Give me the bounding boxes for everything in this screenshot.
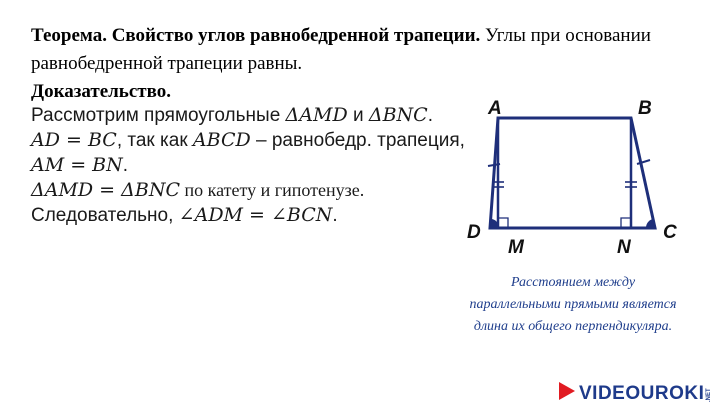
videouroki-logo: [556, 378, 716, 404]
proof-line-5: [31, 203, 491, 228]
label-a: A: [488, 98, 502, 119]
proof-body: [31, 103, 491, 228]
proof-line-1-text: Рассмотрим прямоугольные: [31, 105, 286, 126]
perpendicular-note: Расстоянием между параллельными прямыми является длина их общего перпендикуляра.: [469, 275, 677, 334]
trapezoid-abcd: ABCD: [192, 129, 251, 151]
proof-line-2: [31, 128, 491, 153]
label-m: M: [508, 237, 524, 258]
logo-suffix: .NET: [706, 388, 712, 402]
triangle-amd: ΔAMD: [285, 104, 348, 126]
proof-line-4-text: по катету и гипотенузе.: [179, 180, 365, 200]
label-c: C: [663, 222, 677, 243]
label-b: B: [638, 98, 652, 119]
proof-heading: Доказательство.: [31, 81, 171, 102]
proof-line-3-end: .: [122, 155, 129, 176]
logo-play-icon: [559, 382, 575, 400]
proof-line-4: [31, 178, 491, 203]
proof-line-1-and: и: [347, 105, 369, 126]
equality-ad-bc: AD = BC: [31, 129, 117, 151]
proof-line-5-end: .: [332, 205, 338, 226]
proof-line-3: [31, 153, 491, 178]
theorem-block: [31, 22, 671, 78]
equality-am-bn: AM = BN: [31, 154, 123, 176]
proof-line-2-text: , так как: [116, 130, 193, 151]
theorem-title: Теорема. Свойство углов равнобедренной трапеции.: [31, 25, 481, 46]
videouroki-logo-graphic: [556, 378, 716, 404]
logo-text: VIDEOUROKI: [579, 383, 705, 404]
trapezoid-figure: [455, 100, 690, 265]
proof-line-5-text: Следовательно,: [31, 205, 179, 226]
triangle-bnc: ΔBNC: [368, 104, 428, 126]
label-n: N: [617, 237, 631, 258]
proof-line-2-end: – равнобедр. трапеция,: [250, 130, 465, 151]
theorem-statement: Углы при основании равнобедренной трапеции равны.: [31, 25, 651, 74]
angles-equal: ∠ADM = ∠BCN: [178, 204, 333, 226]
trapezoid-diagram: [455, 100, 690, 265]
proof-line-1: [31, 103, 491, 128]
triangles-equal: ΔAMD = ΔBNC: [31, 179, 180, 201]
label-d: D: [467, 222, 481, 243]
proof-line-1-end: .: [427, 105, 433, 126]
